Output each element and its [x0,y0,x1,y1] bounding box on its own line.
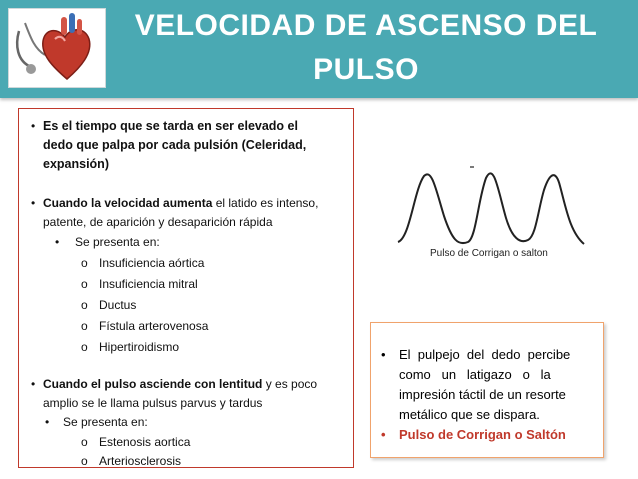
sub-heading: Se presenta en: [63,415,148,429]
bullet-2-rest: el latido es intenso, [212,196,319,210]
bullet-3-text [43,375,348,413]
heart-stethoscope-icon [8,8,106,88]
sub-bullet-marker: • [45,415,50,429]
content-box-left [18,108,354,468]
list-marker: o [81,256,88,270]
pulse-caption: Pulso de Corrigan o salton [430,248,548,259]
bullet-marker: • [31,196,36,210]
bullet-marker: • [31,119,36,133]
list-marker: o [81,298,88,312]
pulse-waveform [388,150,608,285]
bullet-marker: • [381,347,386,362]
note-line-3: impresión táctil de un resorte [399,387,566,402]
list-item: Ductus [99,298,137,312]
bullet-2-line-2: patente, de aparición y desaparición rápida [43,215,273,229]
sub-heading: Se presenta en: [75,235,160,249]
list-item: Fístula arterovenosa [99,319,209,333]
list-marker: o [81,454,88,468]
bullet-1-line-1: Es el tiempo que se tarda en ser elevado el [43,119,298,133]
list-marker: o [81,277,88,291]
bullet-marker: • [381,427,386,442]
note-text [399,345,597,425]
note-box-right [370,322,604,458]
note-line-1: El pulpejo del dedo percibe [399,347,571,362]
bullet-1-line-2: dedo que palpa por cada pulsión (Celeridad, [43,138,307,152]
list-marker: o [81,340,88,354]
bullet-2-lead: Cuando la velocidad aumenta [43,196,213,210]
title-line-1: VELOCIDAD DE ASCENSO DEL [134,9,598,42]
bullet-1-line-3: expansión) [43,157,109,171]
list-item: Arteriosclerosis [99,454,182,468]
pulse-waveform-figure [388,150,608,285]
list-marker: o [81,319,88,333]
sub-bullet-marker: • [55,235,60,249]
list-item: Insuficiencia mitral [99,277,198,291]
list-item: Insuficiencia aórtica [99,256,205,270]
list-item: Estenosis aortica [99,435,191,449]
bullet-marker: • [31,377,36,391]
note-line-2: como un latigazo o la [399,367,551,382]
bullet-2-text [43,194,348,232]
header-banner [0,0,638,98]
bullet-3-rest: y es poco [262,377,318,391]
page-title [116,4,616,92]
bullet-3-line-2: amplio se le llama pulsus parvus y tardus [43,396,263,410]
title-line-2: PULSO [313,53,419,86]
bullet-3-lead: Cuando el pulso asciende con lentitud [43,377,263,391]
bullet-1-text [43,117,348,174]
list-item: Hipertiroidismo [99,340,180,354]
highlight-text: Pulso de Corrigan o Saltón [399,427,566,442]
note-line-4: metálico que se dispara. [399,407,540,422]
list-marker: o [81,435,88,449]
